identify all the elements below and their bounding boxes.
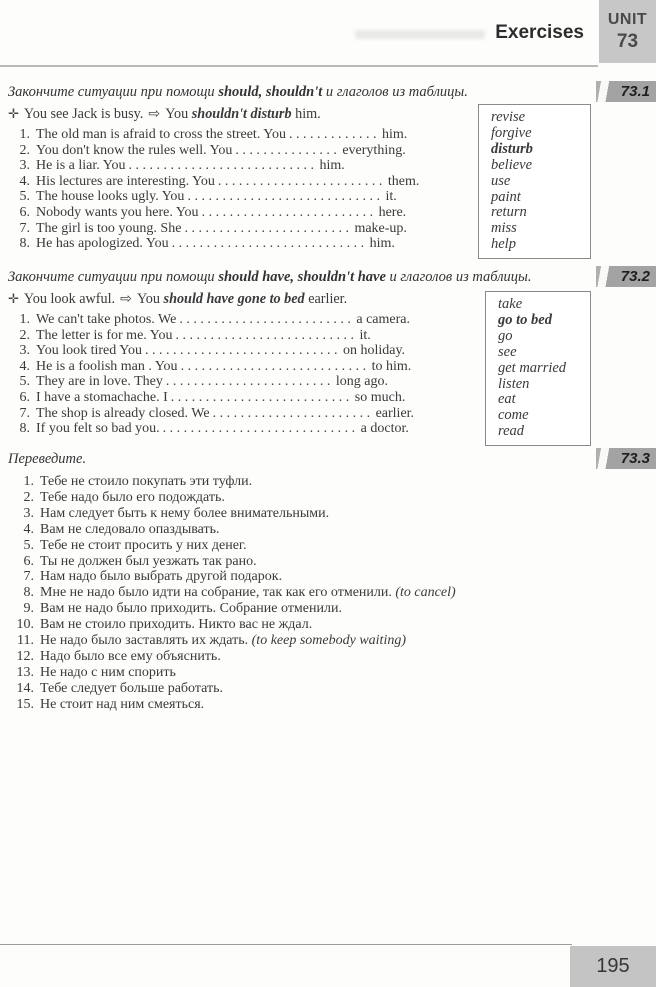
blank-dots: ............. xyxy=(289,127,381,142)
blank-dots: ............................ xyxy=(187,189,384,205)
word-box-item: paint xyxy=(491,188,521,205)
item-text: Нам следует быть к нему более внимательными. xyxy=(40,505,330,521)
instruction xyxy=(8,84,656,101)
item-text: Nobody wants you here. You ......................... here. xyxy=(36,204,407,220)
exercise-item xyxy=(8,490,648,506)
example-answer: should have gone to bed xyxy=(163,291,305,307)
section-73-2 xyxy=(8,268,656,440)
item-number: 10. xyxy=(16,617,34,633)
item-text: The girl is too young. She ........................ make-up. xyxy=(36,220,407,236)
word-box-item: see xyxy=(498,343,517,360)
word-box-item: disturb xyxy=(491,140,533,157)
item-note: (to keep somebody waiting) xyxy=(251,633,406,649)
exercise-item xyxy=(8,538,648,554)
blank-dots: .......................... xyxy=(170,389,353,405)
blank-dots: ........................ xyxy=(165,374,334,390)
exercise-item xyxy=(8,681,648,697)
blank-dots: ......................... xyxy=(179,312,355,327)
section-73-3 xyxy=(8,451,656,713)
item-text: Вам не стоило приходить. Никто вас не ждал. xyxy=(40,617,313,633)
exercise-item xyxy=(8,127,478,143)
example-post: earlier. xyxy=(304,291,348,307)
item-number: 6. xyxy=(19,204,30,220)
item-number: 8. xyxy=(23,585,34,601)
word-box-item: return xyxy=(491,204,527,221)
item-text: He is a foolish man . You ........................... to him. xyxy=(36,358,412,374)
blank-dots: ........................ xyxy=(217,173,386,189)
word-box-item: read xyxy=(498,423,525,440)
instruction-pre: Закончите ситуации при помощи xyxy=(8,269,219,285)
item-text: Тебе следует больше работать. xyxy=(40,680,223,696)
exercise-item xyxy=(8,359,478,375)
exercise-item xyxy=(8,390,478,406)
item-text: Вам не надо было приходить. Собрание отменили. xyxy=(40,601,342,617)
item-text: He has apologized. You ............................ him. xyxy=(36,236,395,252)
exercise-item xyxy=(8,506,648,522)
exercise-item xyxy=(8,236,478,252)
word-box-item: forgive xyxy=(491,124,532,141)
exercise-items xyxy=(8,474,648,713)
arrow-right-icon: ⇨ xyxy=(120,291,132,307)
word-box-item: come xyxy=(498,407,529,424)
item-number: 9. xyxy=(23,601,34,617)
item-text: I have a stomachache. I .......................... so much. xyxy=(36,389,406,405)
word-box xyxy=(485,291,591,446)
word-box-item: listen xyxy=(498,375,530,392)
item-text: Не надо с ним спорить xyxy=(40,664,176,680)
exercise-badge: 73.2 xyxy=(596,266,656,287)
item-text: Мне не надо было идти на собрание, так как его отменили. (to cancel) xyxy=(40,585,456,601)
exercise-item xyxy=(8,205,478,221)
blank-dots: ........................... xyxy=(180,358,370,374)
item-number: 1. xyxy=(19,312,30,327)
word-box-item: miss xyxy=(491,220,517,237)
item-number: 7. xyxy=(19,220,30,236)
instruction-post: и глаголов из таблицы. xyxy=(385,269,532,285)
blank-dots: ............................ xyxy=(171,236,368,252)
exercise-item xyxy=(8,633,648,649)
unit-number: 73 xyxy=(616,30,639,52)
example-marker-icon: ✛ xyxy=(8,291,19,306)
instruction xyxy=(8,451,656,468)
item-number: 6. xyxy=(23,553,34,569)
item-number: 4. xyxy=(19,173,30,189)
exercise-item xyxy=(8,421,478,437)
word-box xyxy=(478,104,591,259)
instruction-pre: Переведите. xyxy=(8,451,87,467)
word-box-item: believe xyxy=(491,156,533,173)
exercise-item xyxy=(8,189,478,205)
item-text: The letter is for me. You .......................... it. xyxy=(36,327,371,343)
item-text: Тебе надо было его подождать. xyxy=(40,489,225,505)
blank-dots: ............... xyxy=(235,142,341,158)
item-text: His lectures are interesting. You ........................ them. xyxy=(36,173,420,189)
blank-dots: ............................ xyxy=(144,343,341,359)
blank-dots: ............................ xyxy=(162,421,359,437)
exercise-item xyxy=(8,174,478,190)
item-number: 2. xyxy=(19,142,30,158)
example-mid: You xyxy=(136,291,164,307)
item-number: 13. xyxy=(16,664,34,680)
item-note: (to cancel) xyxy=(395,585,456,601)
exercise-item xyxy=(8,312,478,328)
exercise-item xyxy=(8,406,478,422)
example-pre: You see Jack is busy. xyxy=(23,106,144,122)
exercise-items xyxy=(8,312,478,437)
instruction xyxy=(8,269,656,286)
item-number: 3. xyxy=(19,343,30,359)
example-marker-icon: ✛ xyxy=(8,106,19,121)
exercise-badge: 73.1 xyxy=(596,81,656,102)
page-title: Exercises xyxy=(495,22,584,43)
print-bleed-artifact xyxy=(355,30,485,39)
item-number: 1. xyxy=(19,127,30,142)
item-number: 2. xyxy=(19,327,30,343)
exercise-badge: 73.3 xyxy=(596,448,656,469)
item-text: The house looks ugly. You ............................ it. xyxy=(36,189,397,205)
exercise-item xyxy=(8,343,478,359)
item-number: 3. xyxy=(23,505,34,521)
page-number: 195 xyxy=(596,955,630,977)
exercise-item xyxy=(8,522,648,538)
header-divider xyxy=(0,65,598,67)
instruction-bold: should, shouldn't xyxy=(218,84,323,100)
item-text: Не надо было заставлять их ждать. (to keep somebody waiting) xyxy=(40,633,406,649)
exercise-item xyxy=(8,474,648,490)
item-number: 8. xyxy=(19,421,30,437)
item-text: They are in love. They ........................ long ago. xyxy=(36,374,388,390)
exercise-items xyxy=(8,127,478,252)
page-number-box xyxy=(570,946,656,987)
item-number: 1. xyxy=(23,474,34,489)
instruction-pre: Закончите ситуации при помощи xyxy=(8,84,219,100)
item-number: 14. xyxy=(16,680,34,696)
item-number: 7. xyxy=(23,569,34,585)
example-post: him. xyxy=(291,106,321,122)
instruction-bold: should have, shouldn't have xyxy=(218,269,386,285)
item-text: Тебе не стоило покупать эти туфли. xyxy=(40,474,253,489)
item-number: 3. xyxy=(19,158,30,174)
item-number: 5. xyxy=(19,189,30,205)
item-text: He is a liar. You ........................... him. xyxy=(36,158,345,174)
instruction-post: и глаголов из таблицы. xyxy=(322,84,468,100)
exercise-item xyxy=(8,601,648,617)
example-answer: shouldn't disturb xyxy=(191,106,292,122)
item-number: 15. xyxy=(16,696,34,712)
item-number: 2. xyxy=(23,489,34,505)
word-box-item: eat xyxy=(498,391,516,408)
item-number: 5. xyxy=(23,537,34,553)
item-text: Не стоит над ним смеяться. xyxy=(40,696,205,712)
item-number: 8. xyxy=(19,236,30,252)
exercise-item xyxy=(8,221,478,237)
blank-dots: .......................... xyxy=(175,327,358,343)
arrow-right-icon: ⇨ xyxy=(148,106,161,122)
word-box-item: go to bed xyxy=(498,311,552,328)
item-number: 4. xyxy=(19,358,30,374)
example-mid: You xyxy=(165,106,192,122)
item-text: The old man is afraid to cross the street. You ............. him. xyxy=(36,127,408,142)
word-box-item: revise xyxy=(491,109,526,125)
word-box-item: take xyxy=(498,296,523,312)
item-number: 4. xyxy=(23,521,34,537)
exercise-item xyxy=(8,617,648,633)
blank-dots: ......................... xyxy=(201,204,377,220)
exercise-item xyxy=(8,649,648,665)
exercise-item xyxy=(8,569,648,585)
word-box-item: use xyxy=(491,172,511,189)
item-text: Нам надо было выбрать другой подарок. xyxy=(40,569,283,585)
item-number: 7. xyxy=(19,405,30,421)
item-text: Тебе не стоит просить у них денег. xyxy=(40,537,247,553)
item-text: Ты не должен был уезжать так рано. xyxy=(40,553,257,569)
exercise-item xyxy=(8,697,648,713)
item-text: You don't know the rules well. You ............... everything. xyxy=(36,142,406,158)
exercise-item xyxy=(8,328,478,344)
footer-divider xyxy=(0,944,572,945)
unit-label: UNIT xyxy=(607,10,648,28)
exercise-item xyxy=(8,665,648,681)
blank-dots: ........................ xyxy=(184,220,353,236)
exercise-item xyxy=(8,158,478,174)
item-text: Надо было все ему объяснить. xyxy=(40,648,221,664)
exercise-item xyxy=(8,143,478,159)
blank-dots: ....................... xyxy=(212,405,374,421)
item-text: If you felt so bad you. ............................ a doctor. xyxy=(36,421,409,437)
item-text: The shop is already closed. We ....................... earlier. xyxy=(36,405,415,421)
item-number: 11. xyxy=(17,633,34,649)
exercise-item xyxy=(8,554,648,570)
unit-box xyxy=(599,0,656,63)
word-box-item: help xyxy=(491,236,516,253)
word-box-item: get married xyxy=(498,359,567,376)
exercise-item xyxy=(8,585,648,601)
item-number: 6. xyxy=(19,389,30,405)
item-number: 12. xyxy=(16,648,34,664)
blank-dots: ........................... xyxy=(128,158,318,174)
item-number: 5. xyxy=(19,374,30,390)
section-73-1 xyxy=(8,84,656,252)
item-text: You look tired You ............................ on holiday. xyxy=(36,343,406,359)
item-text: Вам не следовало опаздывать. xyxy=(40,521,220,537)
example-pre: You look awful. xyxy=(23,291,116,307)
word-box-item: go xyxy=(498,327,513,344)
item-text: We can't take photos. We ......................... a camera. xyxy=(36,312,410,327)
exercise-item xyxy=(8,374,478,390)
